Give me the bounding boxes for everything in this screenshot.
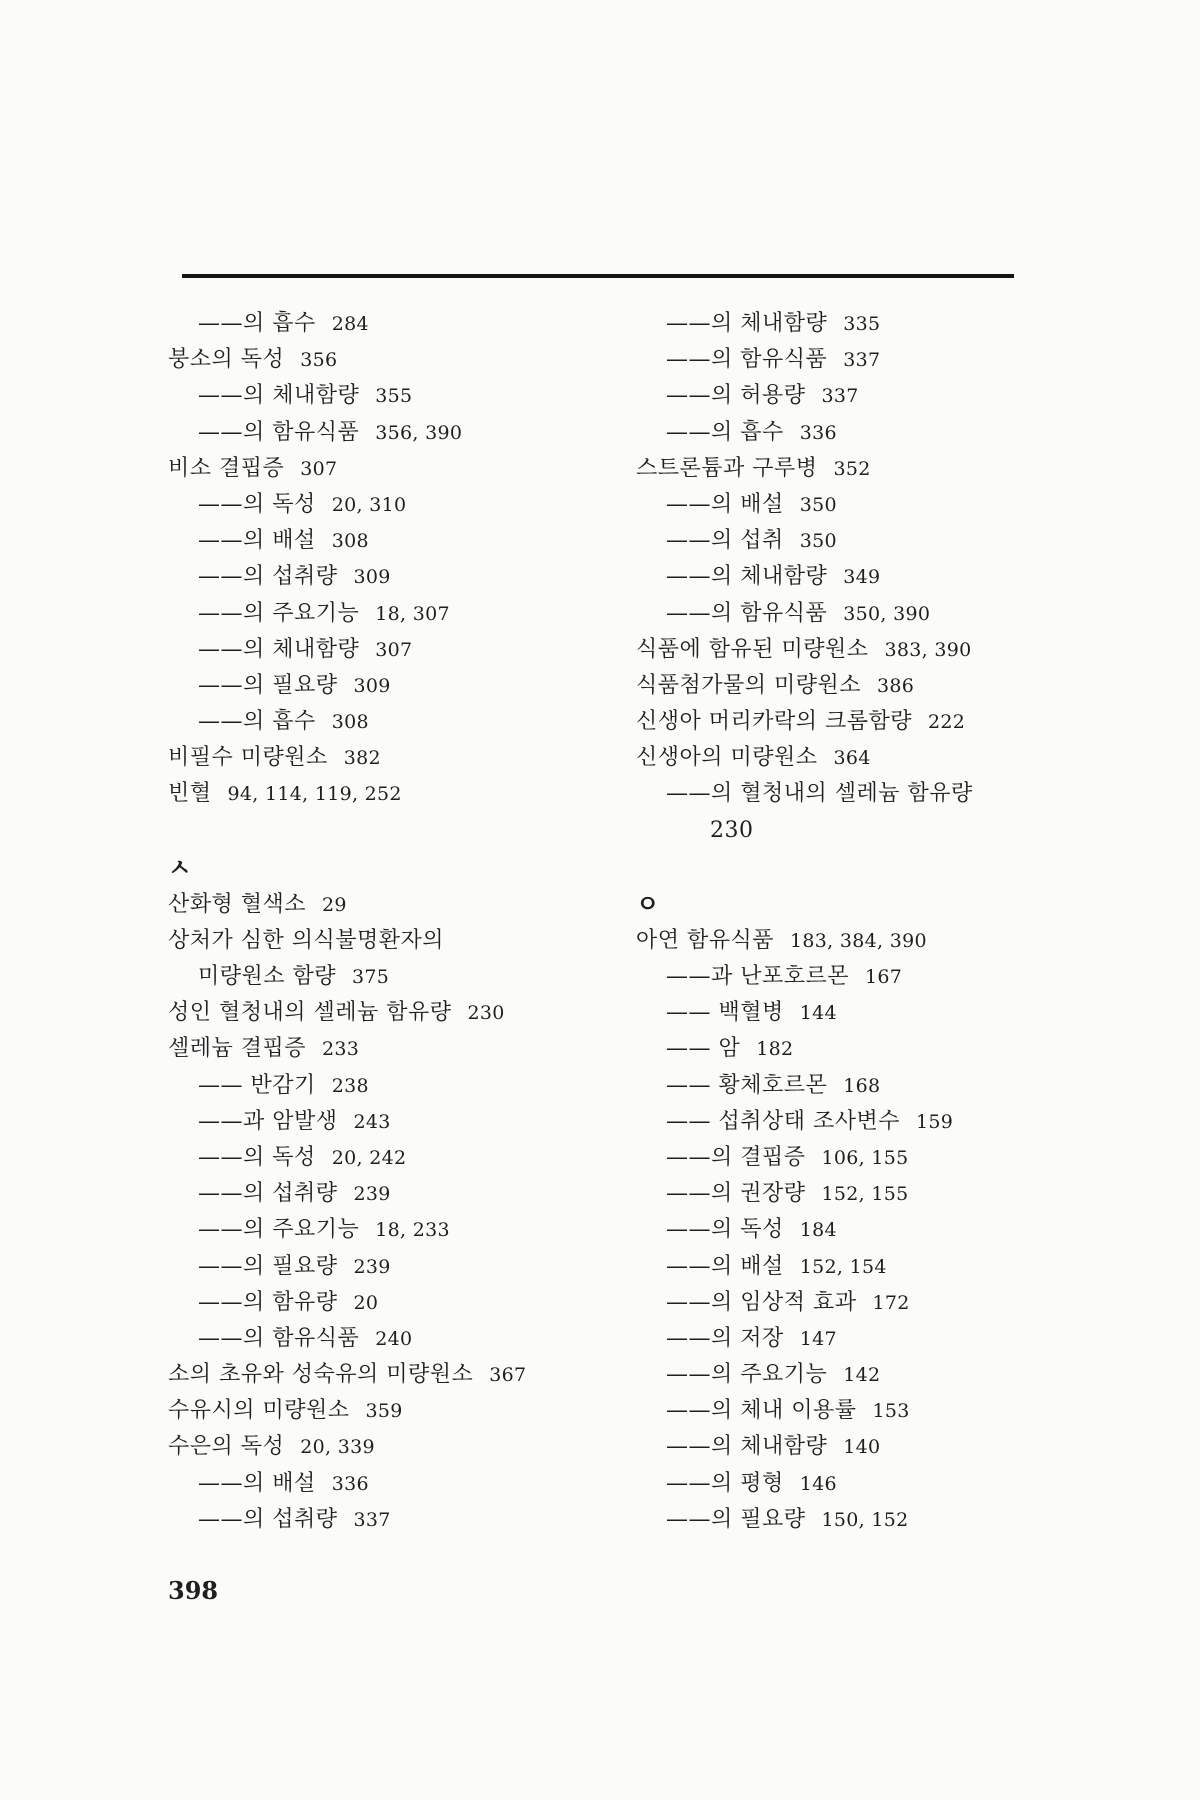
- index-pages: 18, 233: [375, 1219, 450, 1242]
- index-term: ——의 체내함량: [666, 311, 828, 336]
- index-pages: 307: [300, 457, 338, 480]
- index-term: ——의 함유식품: [666, 347, 828, 373]
- index-term: ——의 함유량: [198, 1289, 338, 1315]
- index-term: ——의 체내함량: [666, 1434, 828, 1460]
- index-entry: [168, 1104, 588, 1140]
- index-term: ——의 필요량: [198, 1253, 338, 1279]
- index-entry: [168, 1176, 588, 1212]
- index-entry: [168, 704, 588, 740]
- index-term: ——의 주요기능: [198, 600, 360, 626]
- index-pages: 233: [322, 1038, 360, 1061]
- index-term: ——의 배설: [666, 491, 784, 517]
- index-pages: 349: [843, 566, 881, 589]
- index-term: —— 백혈병: [666, 1000, 784, 1026]
- index-pages: 309: [353, 674, 391, 697]
- index-entry: [168, 923, 588, 959]
- index-entry: [636, 415, 1056, 451]
- index-term: ——의 섭취: [666, 528, 784, 554]
- header-rule: [182, 274, 1014, 278]
- index-pages: 159: [916, 1110, 954, 1133]
- index-entry: [636, 959, 1056, 995]
- index-entry: [168, 668, 588, 704]
- index-pages: 152, 154: [799, 1255, 887, 1278]
- index-term: 신생아 머리카락의 크롬함량: [636, 709, 913, 735]
- index-term: 산화형 혈색소: [168, 891, 307, 917]
- index-entry: [636, 1466, 1056, 1502]
- index-term: ——의 흡수: [198, 311, 316, 336]
- index-pages: 307: [375, 638, 413, 661]
- index-pages: 382: [343, 747, 381, 770]
- index-term: ——의 배설: [198, 528, 316, 554]
- index-term: 230: [710, 817, 754, 843]
- index-pages: 386: [877, 674, 915, 697]
- index-term: ——의 저장: [666, 1325, 784, 1351]
- index-entry: [636, 523, 1056, 559]
- index-entry: [168, 740, 588, 776]
- index-entry: [636, 1212, 1056, 1248]
- index-term: ——의 체내함량: [198, 383, 360, 409]
- index-entry: [168, 995, 588, 1031]
- index-term: 스트론튬과 구루병: [636, 455, 818, 481]
- index-pages: 29: [322, 893, 347, 916]
- index-term: ——의 배설: [666, 1253, 784, 1279]
- index-pages: 335: [843, 313, 881, 335]
- index-pages: 20, 242: [331, 1146, 407, 1169]
- index-term: 비소 결핍증: [168, 455, 285, 481]
- index-entry: [168, 1466, 588, 1502]
- index-pages: 152, 155: [821, 1183, 909, 1206]
- index-pages: 183, 384, 390: [790, 929, 927, 952]
- index-entry: [168, 342, 588, 378]
- index-pages: 230: [467, 1002, 505, 1025]
- index-term: 미량원소 함량: [198, 964, 337, 989]
- index-pages: 364: [833, 747, 871, 770]
- index-term: 식품첨가물의 미량원소: [636, 672, 862, 698]
- index-entry: [636, 776, 1056, 812]
- index-pages: 352: [833, 457, 871, 480]
- index-term: ——의 독성: [198, 491, 316, 517]
- index-term: 성인 혈청내의 셀레늄 함유량: [168, 1000, 452, 1026]
- index-pages: 238: [331, 1074, 369, 1097]
- index-term: ——과 암발생: [198, 1108, 338, 1134]
- index-term: —— 황체호르몬: [666, 1072, 828, 1098]
- index-entry: [636, 1357, 1056, 1393]
- index-entry: [168, 959, 588, 995]
- index-entry: [636, 1068, 1056, 1104]
- index-pages: 106, 155: [821, 1146, 909, 1169]
- index-entry: [168, 523, 588, 559]
- index-pages: 150, 152: [821, 1508, 909, 1531]
- index-pages: 359: [365, 1400, 403, 1423]
- index-entry: [636, 451, 1056, 487]
- index-entry: [636, 306, 1056, 342]
- index-entry: [168, 887, 588, 923]
- left-section-entries: [168, 887, 588, 1538]
- index-pages: 240: [375, 1327, 413, 1350]
- index-column-left: [168, 306, 588, 1538]
- index-term: ——의 평형: [666, 1470, 784, 1496]
- index-pages: 336: [799, 421, 837, 444]
- index-term: ——의 필요량: [198, 672, 338, 698]
- index-term: ——의 함유식품: [198, 419, 360, 445]
- index-pages: 337: [821, 385, 859, 408]
- index-pages: 146: [799, 1472, 837, 1495]
- index-entry: [168, 415, 588, 451]
- index-term: —— 암: [666, 1036, 741, 1062]
- index-pages: 168: [843, 1074, 881, 1097]
- index-term: 수유시의 미량원소: [168, 1398, 350, 1424]
- index-term: ——의 결핍증: [666, 1144, 806, 1170]
- index-term: ——의 흡수: [198, 709, 316, 735]
- index-term: 비필수 미량원소: [168, 745, 328, 771]
- index-term: ——의 독성: [198, 1144, 316, 1170]
- index-entry: [636, 378, 1056, 414]
- index-term: ——의 함유식품: [666, 600, 828, 626]
- index-entry: [168, 378, 588, 414]
- index-term: 식품에 함유된 미량원소: [636, 636, 869, 662]
- index-term: ——의 섭취량: [198, 564, 338, 590]
- index-entry: [636, 1285, 1056, 1321]
- index-term: 소의 초유와 성숙유의 미량원소: [168, 1362, 474, 1388]
- index-pages: 167: [865, 966, 903, 988]
- index-term: 빈혈: [168, 781, 212, 807]
- index-entry: [168, 1393, 588, 1429]
- index-entry: [636, 632, 1056, 668]
- index-entry: [636, 1031, 1056, 1067]
- index-pages: 383, 390: [884, 638, 972, 661]
- index-pages: 94, 114, 119, 252: [227, 783, 402, 806]
- index-pages: 172: [872, 1291, 910, 1314]
- index-entry: [168, 1140, 588, 1176]
- index-term: 셀레늄 결핍증: [168, 1036, 307, 1062]
- index-pages: 20, 310: [331, 493, 407, 516]
- index-entry: [168, 1357, 588, 1393]
- index-entry: [168, 559, 588, 595]
- index-entry: [168, 1249, 588, 1285]
- index-term: ——의 함유식품: [198, 1325, 360, 1351]
- index-entry: [636, 813, 1056, 849]
- index-entry: [636, 1393, 1056, 1429]
- section-gap: [636, 849, 1056, 885]
- index-pages: 284: [331, 313, 369, 335]
- index-term: ——의 필요량: [666, 1506, 806, 1532]
- index-entry: [168, 306, 588, 342]
- index-term: ——의 임상적 효과: [666, 1289, 857, 1315]
- index-pages: 308: [331, 530, 369, 553]
- index-entry: [636, 1176, 1056, 1212]
- index-pages: 337: [843, 349, 881, 372]
- index-entry: [636, 1321, 1056, 1357]
- index-pages: 243: [353, 1110, 391, 1133]
- index-term: ——의 섭취량: [198, 1506, 338, 1532]
- index-term: —— 섭취상태 조사변수: [666, 1108, 901, 1134]
- index-pages: 367: [489, 1364, 527, 1387]
- index-entry: [168, 632, 588, 668]
- index-pages: 350, 390: [843, 602, 931, 625]
- index-entry: [636, 668, 1056, 704]
- index-entry: [636, 704, 1056, 740]
- index-entry: [168, 1285, 588, 1321]
- index-entry: [636, 487, 1056, 523]
- index-pages: 355: [375, 385, 413, 408]
- index-term: ——의 주요기능: [198, 1217, 360, 1243]
- index-entry: [168, 451, 588, 487]
- index-entry: [168, 1429, 588, 1465]
- index-pages: 20: [353, 1291, 379, 1314]
- index-column-right: [636, 306, 1056, 1538]
- index-pages: 182: [756, 1038, 794, 1061]
- index-term: ——의 배설: [198, 1470, 316, 1496]
- index-entry: [636, 559, 1056, 595]
- index-pages: 350: [799, 530, 837, 553]
- index-term: ——의 혈청내의 셀레늄 함유량: [666, 781, 973, 807]
- index-pages: 356: [300, 349, 338, 372]
- index-entry: [168, 776, 588, 812]
- index-term: 아연 함유식품: [636, 927, 775, 953]
- section-gap: [168, 813, 588, 849]
- section-header-siot: ㅅ: [168, 853, 192, 882]
- index-entry: [636, 1104, 1056, 1140]
- index-entry: [168, 1031, 588, 1067]
- index-term: ——과 난포호르몬: [666, 964, 850, 989]
- index-entry: [636, 995, 1056, 1031]
- index-term: 수은의 독성: [168, 1434, 285, 1460]
- index-entry: [636, 1249, 1056, 1285]
- index-pages: 336: [331, 1472, 369, 1495]
- index-term: 신생아의 미량원소: [636, 745, 818, 771]
- index-pages: 337: [353, 1508, 391, 1531]
- index-entry: [636, 596, 1056, 632]
- right-section-entries: [636, 923, 1056, 1538]
- index-entry: [168, 1321, 588, 1357]
- index-entry: [636, 1140, 1056, 1176]
- index-term: ——의 체내 이용률: [666, 1398, 857, 1424]
- index-pages: 140: [843, 1436, 881, 1459]
- index-pages: 375: [352, 966, 390, 988]
- index-entry: [168, 1502, 588, 1538]
- index-pages: 239: [353, 1183, 391, 1206]
- index-entry: [636, 923, 1056, 959]
- index-pages: 350: [799, 493, 837, 516]
- index-term: 붕소의 독성: [168, 347, 285, 373]
- index-entry: [636, 1502, 1056, 1538]
- index-pages: 184: [799, 1219, 837, 1242]
- index-term: ——의 섭취량: [198, 1181, 338, 1207]
- index-entry: [168, 1212, 588, 1248]
- index-entry: [168, 1068, 588, 1104]
- index-pages: 308: [331, 711, 369, 734]
- index-term: ——의 주요기능: [666, 1362, 828, 1388]
- left-top-entries: [168, 306, 588, 813]
- index-pages: 239: [353, 1255, 391, 1278]
- index-pages: 142: [843, 1364, 881, 1387]
- section-header-ieung: ㅇ: [636, 889, 660, 918]
- index-pages: 309: [353, 566, 391, 589]
- index-pages: 147: [799, 1327, 837, 1350]
- index-pages: 153: [872, 1400, 910, 1423]
- index-term: ——의 독성: [666, 1217, 784, 1243]
- index-term: ——의 흡수: [666, 419, 784, 445]
- page-number: 398: [168, 1576, 219, 1605]
- right-top-entries: [636, 306, 1056, 849]
- index-term: ——의 허용량: [666, 383, 806, 409]
- index-entry: [636, 1429, 1056, 1465]
- index-term: ——의 권장량: [666, 1181, 806, 1207]
- index-term: 상처가 심한 의식불명환자의: [168, 927, 445, 953]
- index-entry: [168, 487, 588, 523]
- index-pages: 144: [799, 1002, 837, 1025]
- index-entry: [168, 596, 588, 632]
- index-term: —— 반감기: [198, 1072, 316, 1098]
- index-term: ——의 체내함량: [198, 636, 360, 662]
- index-term: ——의 체내함량: [666, 564, 828, 590]
- index-pages: 20, 339: [300, 1436, 375, 1459]
- index-entry: [636, 342, 1056, 378]
- index-pages: 356, 390: [375, 421, 463, 444]
- index-entry: [636, 740, 1056, 776]
- index-pages: 222: [928, 711, 966, 734]
- index-pages: 18, 307: [375, 602, 450, 625]
